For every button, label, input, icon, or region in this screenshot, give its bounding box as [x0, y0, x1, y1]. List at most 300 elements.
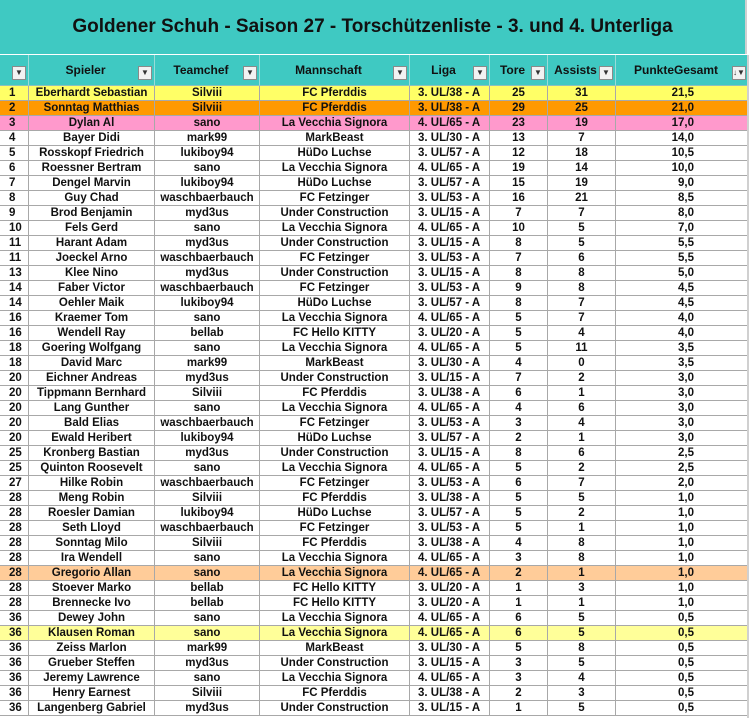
mannschaft-cell[interactable]: FC Pferddis — [260, 491, 410, 506]
rank-cell[interactable]: 28 — [0, 566, 29, 581]
player-cell[interactable]: Guy Chad — [29, 191, 155, 206]
points-cell[interactable]: 0,5 — [616, 701, 749, 716]
tore-cell[interactable]: 8 — [490, 266, 548, 281]
liga-cell[interactable]: 3. UL/38 - A — [410, 101, 490, 116]
assists-cell[interactable]: 19 — [548, 176, 616, 191]
mannschaft-cell[interactable]: HüDo Luchse — [260, 296, 410, 311]
mannschaft-cell[interactable]: Under Construction — [260, 701, 410, 716]
player-cell[interactable]: Sonntag Milo — [29, 536, 155, 551]
tore-cell[interactable]: 1 — [490, 581, 548, 596]
player-cell[interactable]: Ira Wendell — [29, 551, 155, 566]
liga-cell[interactable]: 3. UL/38 - A — [410, 386, 490, 401]
player-cell[interactable]: Roesler Damian — [29, 506, 155, 521]
rank-cell[interactable]: 10 — [0, 221, 29, 236]
player-cell[interactable]: Grueber Steffen — [29, 656, 155, 671]
tore-cell[interactable]: 4 — [490, 536, 548, 551]
table-row[interactable] — [0, 116, 749, 131]
table-row[interactable] — [0, 626, 749, 641]
rank-cell[interactable]: 36 — [0, 641, 29, 656]
mannschaft-cell[interactable]: Under Construction — [260, 206, 410, 221]
table-row[interactable] — [0, 461, 749, 476]
player-cell[interactable]: Henry Earnest — [29, 686, 155, 701]
mannschaft-cell[interactable]: Under Construction — [260, 266, 410, 281]
tore-cell[interactable]: 29 — [490, 101, 548, 116]
points-cell[interactable]: 10,5 — [616, 146, 749, 161]
assists-cell[interactable]: 1 — [548, 431, 616, 446]
teamchef-cell[interactable]: bellab — [155, 581, 260, 596]
table-row[interactable] — [0, 251, 749, 266]
player-cell[interactable]: Gregorio Allan — [29, 566, 155, 581]
assists-cell[interactable]: 5 — [548, 656, 616, 671]
filter-dropdown-icon[interactable]: ▼ — [138, 66, 152, 80]
filter-dropdown-icon[interactable]: ▼ — [473, 66, 487, 80]
liga-cell[interactable]: 3. UL/15 - A — [410, 206, 490, 221]
table-row[interactable] — [0, 431, 749, 446]
mannschaft-cell[interactable]: MarkBeast — [260, 356, 410, 371]
liga-cell[interactable]: 3. UL/30 - A — [410, 131, 490, 146]
mannschaft-cell[interactable]: HüDo Luchse — [260, 146, 410, 161]
assists-cell[interactable]: 7 — [548, 296, 616, 311]
teamchef-cell[interactable]: mark99 — [155, 131, 260, 146]
rank-cell[interactable]: 14 — [0, 281, 29, 296]
teamchef-cell[interactable]: sano — [155, 161, 260, 176]
rank-cell[interactable]: 8 — [0, 191, 29, 206]
tore-cell[interactable]: 5 — [490, 311, 548, 326]
mannschaft-cell[interactable]: Under Construction — [260, 236, 410, 251]
player-cell[interactable]: Rosskopf Friedrich — [29, 146, 155, 161]
rank-cell[interactable]: 36 — [0, 671, 29, 686]
rank-cell[interactable]: 18 — [0, 356, 29, 371]
liga-cell[interactable]: 4. UL/65 - A — [410, 461, 490, 476]
mannschaft-cell[interactable]: HüDo Luchse — [260, 176, 410, 191]
points-cell[interactable]: 21,0 — [616, 101, 749, 116]
table-row[interactable] — [0, 386, 749, 401]
mannschaft-cell[interactable]: La Vecchia Signora — [260, 461, 410, 476]
rank-cell[interactable]: 36 — [0, 701, 29, 716]
mannschaft-cell[interactable]: FC Pferddis — [260, 386, 410, 401]
mannschaft-cell[interactable]: MarkBeast — [260, 131, 410, 146]
mannschaft-cell[interactable]: La Vecchia Signora — [260, 311, 410, 326]
liga-cell[interactable]: 3. UL/53 - A — [410, 281, 490, 296]
mannschaft-cell[interactable]: FC Fetzinger — [260, 476, 410, 491]
rank-cell[interactable]: 16 — [0, 326, 29, 341]
teamchef-cell[interactable]: sano — [155, 401, 260, 416]
rank-cell[interactable]: 20 — [0, 371, 29, 386]
rank-cell[interactable]: 2 — [0, 101, 29, 116]
assists-cell[interactable]: 4 — [548, 416, 616, 431]
player-cell[interactable]: Sonntag Matthias — [29, 101, 155, 116]
table-row[interactable] — [0, 491, 749, 506]
mannschaft-cell[interactable]: FC Fetzinger — [260, 521, 410, 536]
table-row[interactable] — [0, 341, 749, 356]
filter-dropdown-icon[interactable]: ▼ — [531, 66, 545, 80]
rank-cell[interactable]: 25 — [0, 461, 29, 476]
points-cell[interactable]: 10,0 — [616, 161, 749, 176]
points-cell[interactable]: 1,0 — [616, 506, 749, 521]
assists-cell[interactable]: 7 — [548, 476, 616, 491]
player-cell[interactable]: Tippmann Bernhard — [29, 386, 155, 401]
table-row[interactable] — [0, 641, 749, 656]
mannschaft-cell[interactable]: HüDo Luchse — [260, 431, 410, 446]
liga-cell[interactable]: 3. UL/38 - A — [410, 536, 490, 551]
assists-cell[interactable]: 31 — [548, 86, 616, 101]
assists-cell[interactable]: 8 — [548, 266, 616, 281]
liga-cell[interactable]: 4. UL/65 - A — [410, 566, 490, 581]
tore-cell[interactable]: 3 — [490, 656, 548, 671]
liga-cell[interactable]: 3. UL/15 - A — [410, 656, 490, 671]
liga-cell[interactable]: 4. UL/65 - A — [410, 401, 490, 416]
assists-cell[interactable]: 5 — [548, 611, 616, 626]
teamchef-cell[interactable]: sano — [155, 116, 260, 131]
assists-cell[interactable]: 5 — [548, 221, 616, 236]
assists-cell[interactable]: 8 — [548, 536, 616, 551]
player-cell[interactable]: Roessner Bertram — [29, 161, 155, 176]
assists-cell[interactable]: 8 — [548, 551, 616, 566]
points-cell[interactable]: 1,0 — [616, 566, 749, 581]
teamchef-cell[interactable]: Silviii — [155, 536, 260, 551]
tore-cell[interactable]: 10 — [490, 221, 548, 236]
liga-cell[interactable]: 3. UL/30 - A — [410, 356, 490, 371]
tore-cell[interactable]: 23 — [490, 116, 548, 131]
points-cell[interactable]: 0,5 — [616, 626, 749, 641]
rank-cell[interactable]: 27 — [0, 476, 29, 491]
table-row[interactable] — [0, 131, 749, 146]
assists-cell[interactable]: 1 — [548, 596, 616, 611]
points-cell[interactable]: 8,5 — [616, 191, 749, 206]
liga-cell[interactable]: 4. UL/65 - A — [410, 221, 490, 236]
mannschaft-cell[interactable]: FC Pferddis — [260, 686, 410, 701]
table-row[interactable] — [0, 476, 749, 491]
mannschaft-cell[interactable]: FC Fetzinger — [260, 416, 410, 431]
table-row[interactable] — [0, 191, 749, 206]
teamchef-cell[interactable]: sano — [155, 551, 260, 566]
tore-cell[interactable]: 25 — [490, 86, 548, 101]
tore-cell[interactable]: 5 — [490, 341, 548, 356]
teamchef-cell[interactable]: waschbaerbauch — [155, 191, 260, 206]
points-cell[interactable]: 3,0 — [616, 371, 749, 386]
liga-cell[interactable]: 3. UL/38 - A — [410, 686, 490, 701]
mannschaft-cell[interactable]: Under Construction — [260, 656, 410, 671]
rank-cell[interactable]: 36 — [0, 611, 29, 626]
teamchef-cell[interactable]: sano — [155, 611, 260, 626]
points-cell[interactable]: 3,5 — [616, 356, 749, 371]
table-row[interactable] — [0, 416, 749, 431]
tore-cell[interactable]: 6 — [490, 611, 548, 626]
mannschaft-cell[interactable]: FC Pferddis — [260, 101, 410, 116]
liga-cell[interactable]: 3. UL/20 - A — [410, 596, 490, 611]
table-row[interactable] — [0, 221, 749, 236]
liga-cell[interactable]: 3. UL/53 - A — [410, 521, 490, 536]
assists-cell[interactable]: 5 — [548, 701, 616, 716]
table-row[interactable] — [0, 671, 749, 686]
filter-dropdown-icon[interactable]: ▼ — [599, 66, 613, 80]
mannschaft-cell[interactable]: FC Hello KITTY — [260, 581, 410, 596]
liga-cell[interactable]: 3. UL/20 - A — [410, 581, 490, 596]
rank-cell[interactable]: 28 — [0, 491, 29, 506]
tore-cell[interactable]: 5 — [490, 506, 548, 521]
teamchef-cell[interactable]: bellab — [155, 596, 260, 611]
teamchef-cell[interactable]: mark99 — [155, 356, 260, 371]
liga-cell[interactable]: 4. UL/65 - A — [410, 671, 490, 686]
table-row[interactable] — [0, 596, 749, 611]
points-cell[interactable]: 4,5 — [616, 296, 749, 311]
tore-cell[interactable]: 6 — [490, 476, 548, 491]
mannschaft-cell[interactable]: HüDo Luchse — [260, 506, 410, 521]
teamchef-cell[interactable]: waschbaerbauch — [155, 416, 260, 431]
sort-filter-dropdown-icon[interactable]: ↓▼ — [732, 66, 746, 80]
rank-cell[interactable]: 20 — [0, 431, 29, 446]
rank-cell[interactable]: 1 — [0, 86, 29, 101]
points-cell[interactable]: 1,0 — [616, 491, 749, 506]
assists-cell[interactable]: 2 — [548, 506, 616, 521]
table-row[interactable] — [0, 101, 749, 116]
liga-cell[interactable]: 3. UL/53 - A — [410, 191, 490, 206]
player-cell[interactable]: Quinton Roosevelt — [29, 461, 155, 476]
liga-cell[interactable]: 3. UL/57 - A — [410, 431, 490, 446]
table-row[interactable] — [0, 161, 749, 176]
teamchef-cell[interactable]: lukiboy94 — [155, 431, 260, 446]
player-cell[interactable]: Meng Robin — [29, 491, 155, 506]
assists-cell[interactable]: 11 — [548, 341, 616, 356]
tore-cell[interactable]: 7 — [490, 206, 548, 221]
teamchef-cell[interactable]: lukiboy94 — [155, 146, 260, 161]
tore-cell[interactable]: 5 — [490, 326, 548, 341]
table-row[interactable] — [0, 521, 749, 536]
mannschaft-cell[interactable]: Under Construction — [260, 371, 410, 386]
rank-cell[interactable]: 18 — [0, 341, 29, 356]
table-row[interactable] — [0, 296, 749, 311]
teamchef-cell[interactable]: myd3us — [155, 371, 260, 386]
liga-cell[interactable]: 3. UL/57 - A — [410, 296, 490, 311]
mannschaft-cell[interactable]: Under Construction — [260, 446, 410, 461]
tore-cell[interactable]: 6 — [490, 386, 548, 401]
teamchef-cell[interactable]: sano — [155, 341, 260, 356]
mannschaft-cell[interactable]: La Vecchia Signora — [260, 626, 410, 641]
points-cell[interactable]: 21,5 — [616, 86, 749, 101]
liga-cell[interactable]: 4. UL/65 - A — [410, 341, 490, 356]
points-cell[interactable]: 2,5 — [616, 446, 749, 461]
table-row[interactable] — [0, 266, 749, 281]
rank-cell[interactable]: 16 — [0, 311, 29, 326]
teamchef-cell[interactable]: Silviii — [155, 491, 260, 506]
teamchef-cell[interactable]: waschbaerbauch — [155, 251, 260, 266]
table-row[interactable] — [0, 236, 749, 251]
points-cell[interactable]: 3,0 — [616, 416, 749, 431]
tore-cell[interactable]: 1 — [490, 596, 548, 611]
assists-cell[interactable]: 0 — [548, 356, 616, 371]
mannschaft-cell[interactable]: FC Hello KITTY — [260, 596, 410, 611]
points-cell[interactable]: 2,5 — [616, 461, 749, 476]
rank-cell[interactable]: 28 — [0, 551, 29, 566]
rank-cell[interactable]: 6 — [0, 161, 29, 176]
tore-cell[interactable]: 3 — [490, 671, 548, 686]
player-cell[interactable]: Brennecke Ivo — [29, 596, 155, 611]
table-row[interactable] — [0, 611, 749, 626]
table-row[interactable] — [0, 311, 749, 326]
player-cell[interactable]: Dewey John — [29, 611, 155, 626]
points-cell[interactable]: 3,5 — [616, 341, 749, 356]
teamchef-cell[interactable]: sano — [155, 461, 260, 476]
assists-cell[interactable]: 1 — [548, 566, 616, 581]
points-cell[interactable]: 3,0 — [616, 431, 749, 446]
points-cell[interactable]: 5,5 — [616, 251, 749, 266]
rank-cell[interactable]: 28 — [0, 521, 29, 536]
tore-cell[interactable]: 5 — [490, 641, 548, 656]
rank-cell[interactable]: 28 — [0, 506, 29, 521]
tore-cell[interactable]: 7 — [490, 251, 548, 266]
liga-cell[interactable]: 4. UL/65 - A — [410, 116, 490, 131]
rank-cell[interactable]: 20 — [0, 401, 29, 416]
table-row[interactable] — [0, 86, 749, 101]
tore-cell[interactable]: 9 — [490, 281, 548, 296]
table-row[interactable] — [0, 446, 749, 461]
player-cell[interactable]: Eichner Andreas — [29, 371, 155, 386]
player-cell[interactable]: Ewald Heribert — [29, 431, 155, 446]
liga-cell[interactable]: 3. UL/15 - A — [410, 236, 490, 251]
rank-cell[interactable]: 11 — [0, 236, 29, 251]
liga-cell[interactable]: 4. UL/65 - A — [410, 551, 490, 566]
rank-cell[interactable]: 4 — [0, 131, 29, 146]
teamchef-cell[interactable]: myd3us — [155, 206, 260, 221]
table-row[interactable] — [0, 356, 749, 371]
points-cell[interactable]: 0,5 — [616, 611, 749, 626]
assists-cell[interactable]: 5 — [548, 626, 616, 641]
assists-cell[interactable]: 21 — [548, 191, 616, 206]
teamchef-cell[interactable]: Silviii — [155, 386, 260, 401]
liga-cell[interactable]: 4. UL/65 - A — [410, 311, 490, 326]
liga-cell[interactable]: 3. UL/15 - A — [410, 371, 490, 386]
tore-cell[interactable]: 2 — [490, 566, 548, 581]
filter-dropdown-icon[interactable]: ▼ — [12, 66, 26, 80]
assists-cell[interactable]: 2 — [548, 371, 616, 386]
teamchef-cell[interactable]: Silviii — [155, 686, 260, 701]
points-cell[interactable]: 5,5 — [616, 236, 749, 251]
teamchef-cell[interactable]: waschbaerbauch — [155, 521, 260, 536]
rank-cell[interactable]: 7 — [0, 176, 29, 191]
player-cell[interactable]: Oehler Maik — [29, 296, 155, 311]
tore-cell[interactable]: 5 — [490, 461, 548, 476]
liga-cell[interactable]: 3. UL/20 - A — [410, 326, 490, 341]
mannschaft-cell[interactable]: MarkBeast — [260, 641, 410, 656]
points-cell[interactable]: 3,0 — [616, 386, 749, 401]
tore-cell[interactable]: 2 — [490, 431, 548, 446]
liga-cell[interactable]: 3. UL/57 - A — [410, 146, 490, 161]
points-cell[interactable]: 1,0 — [616, 581, 749, 596]
teamchef-cell[interactable]: bellab — [155, 326, 260, 341]
points-cell[interactable]: 0,5 — [616, 671, 749, 686]
table-row[interactable] — [0, 206, 749, 221]
teamchef-cell[interactable]: myd3us — [155, 701, 260, 716]
points-cell[interactable]: 1,0 — [616, 521, 749, 536]
teamchef-cell[interactable]: lukiboy94 — [155, 506, 260, 521]
points-cell[interactable]: 4,0 — [616, 311, 749, 326]
teamchef-cell[interactable]: sano — [155, 566, 260, 581]
player-cell[interactable]: Brod Benjamin — [29, 206, 155, 221]
assists-cell[interactable]: 8 — [548, 281, 616, 296]
mannschaft-cell[interactable]: La Vecchia Signora — [260, 161, 410, 176]
rank-cell[interactable]: 20 — [0, 416, 29, 431]
table-row[interactable] — [0, 656, 749, 671]
player-cell[interactable]: Wendell Ray — [29, 326, 155, 341]
teamchef-cell[interactable]: waschbaerbauch — [155, 281, 260, 296]
assists-cell[interactable]: 25 — [548, 101, 616, 116]
mannschaft-cell[interactable]: La Vecchia Signora — [260, 401, 410, 416]
rank-cell[interactable]: 13 — [0, 266, 29, 281]
teamchef-cell[interactable]: sano — [155, 671, 260, 686]
assists-cell[interactable]: 3 — [548, 686, 616, 701]
player-cell[interactable]: Klausen Roman — [29, 626, 155, 641]
tore-cell[interactable]: 19 — [490, 161, 548, 176]
table-row[interactable] — [0, 566, 749, 581]
player-cell[interactable]: Jeremy Lawrence — [29, 671, 155, 686]
teamchef-cell[interactable]: Silviii — [155, 86, 260, 101]
teamchef-cell[interactable]: Silviii — [155, 101, 260, 116]
player-cell[interactable]: Bayer Didi — [29, 131, 155, 146]
rank-cell[interactable]: 3 — [0, 116, 29, 131]
rank-cell[interactable]: 11 — [0, 251, 29, 266]
points-cell[interactable]: 1,0 — [616, 596, 749, 611]
table-row[interactable] — [0, 551, 749, 566]
points-cell[interactable]: 5,0 — [616, 266, 749, 281]
mannschaft-cell[interactable]: FC Pferddis — [260, 536, 410, 551]
assists-cell[interactable]: 6 — [548, 446, 616, 461]
mannschaft-cell[interactable]: La Vecchia Signora — [260, 221, 410, 236]
player-cell[interactable]: Dylan Al — [29, 116, 155, 131]
points-cell[interactable]: 8,0 — [616, 206, 749, 221]
mannschaft-cell[interactable]: FC Pferddis — [260, 86, 410, 101]
rank-cell[interactable]: 20 — [0, 386, 29, 401]
points-cell[interactable]: 9,0 — [616, 176, 749, 191]
assists-cell[interactable]: 2 — [548, 461, 616, 476]
mannschaft-cell[interactable]: La Vecchia Signora — [260, 671, 410, 686]
table-row[interactable] — [0, 401, 749, 416]
tore-cell[interactable]: 12 — [490, 146, 548, 161]
player-cell[interactable]: Lang Gunther — [29, 401, 155, 416]
assists-cell[interactable]: 8 — [548, 641, 616, 656]
rank-cell[interactable]: 36 — [0, 656, 29, 671]
teamchef-cell[interactable]: lukiboy94 — [155, 296, 260, 311]
teamchef-cell[interactable]: myd3us — [155, 656, 260, 671]
rank-cell[interactable]: 28 — [0, 581, 29, 596]
rank-cell[interactable]: 36 — [0, 686, 29, 701]
rank-cell[interactable]: 28 — [0, 536, 29, 551]
assists-cell[interactable]: 18 — [548, 146, 616, 161]
liga-cell[interactable]: 3. UL/30 - A — [410, 641, 490, 656]
player-cell[interactable]: Kraemer Tom — [29, 311, 155, 326]
assists-cell[interactable]: 1 — [548, 386, 616, 401]
points-cell[interactable]: 4,0 — [616, 326, 749, 341]
tore-cell[interactable]: 2 — [490, 686, 548, 701]
player-cell[interactable]: Goering Wolfgang — [29, 341, 155, 356]
player-cell[interactable]: Bald Elias — [29, 416, 155, 431]
mannschaft-cell[interactable]: FC Hello KITTY — [260, 326, 410, 341]
player-cell[interactable]: Kronberg Bastian — [29, 446, 155, 461]
tore-cell[interactable]: 6 — [490, 626, 548, 641]
liga-cell[interactable]: 3. UL/15 - A — [410, 701, 490, 716]
liga-cell[interactable]: 3. UL/15 - A — [410, 266, 490, 281]
assists-cell[interactable]: 4 — [548, 326, 616, 341]
tore-cell[interactable]: 8 — [490, 446, 548, 461]
assists-cell[interactable]: 1 — [548, 521, 616, 536]
mannschaft-cell[interactable]: FC Fetzinger — [260, 281, 410, 296]
tore-cell[interactable]: 7 — [490, 371, 548, 386]
assists-cell[interactable]: 7 — [548, 206, 616, 221]
liga-cell[interactable]: 3. UL/53 - A — [410, 416, 490, 431]
teamchef-cell[interactable]: lukiboy94 — [155, 176, 260, 191]
tore-cell[interactable]: 4 — [490, 356, 548, 371]
player-cell[interactable]: Zeiss Marlon — [29, 641, 155, 656]
player-cell[interactable]: Stoever Marko — [29, 581, 155, 596]
